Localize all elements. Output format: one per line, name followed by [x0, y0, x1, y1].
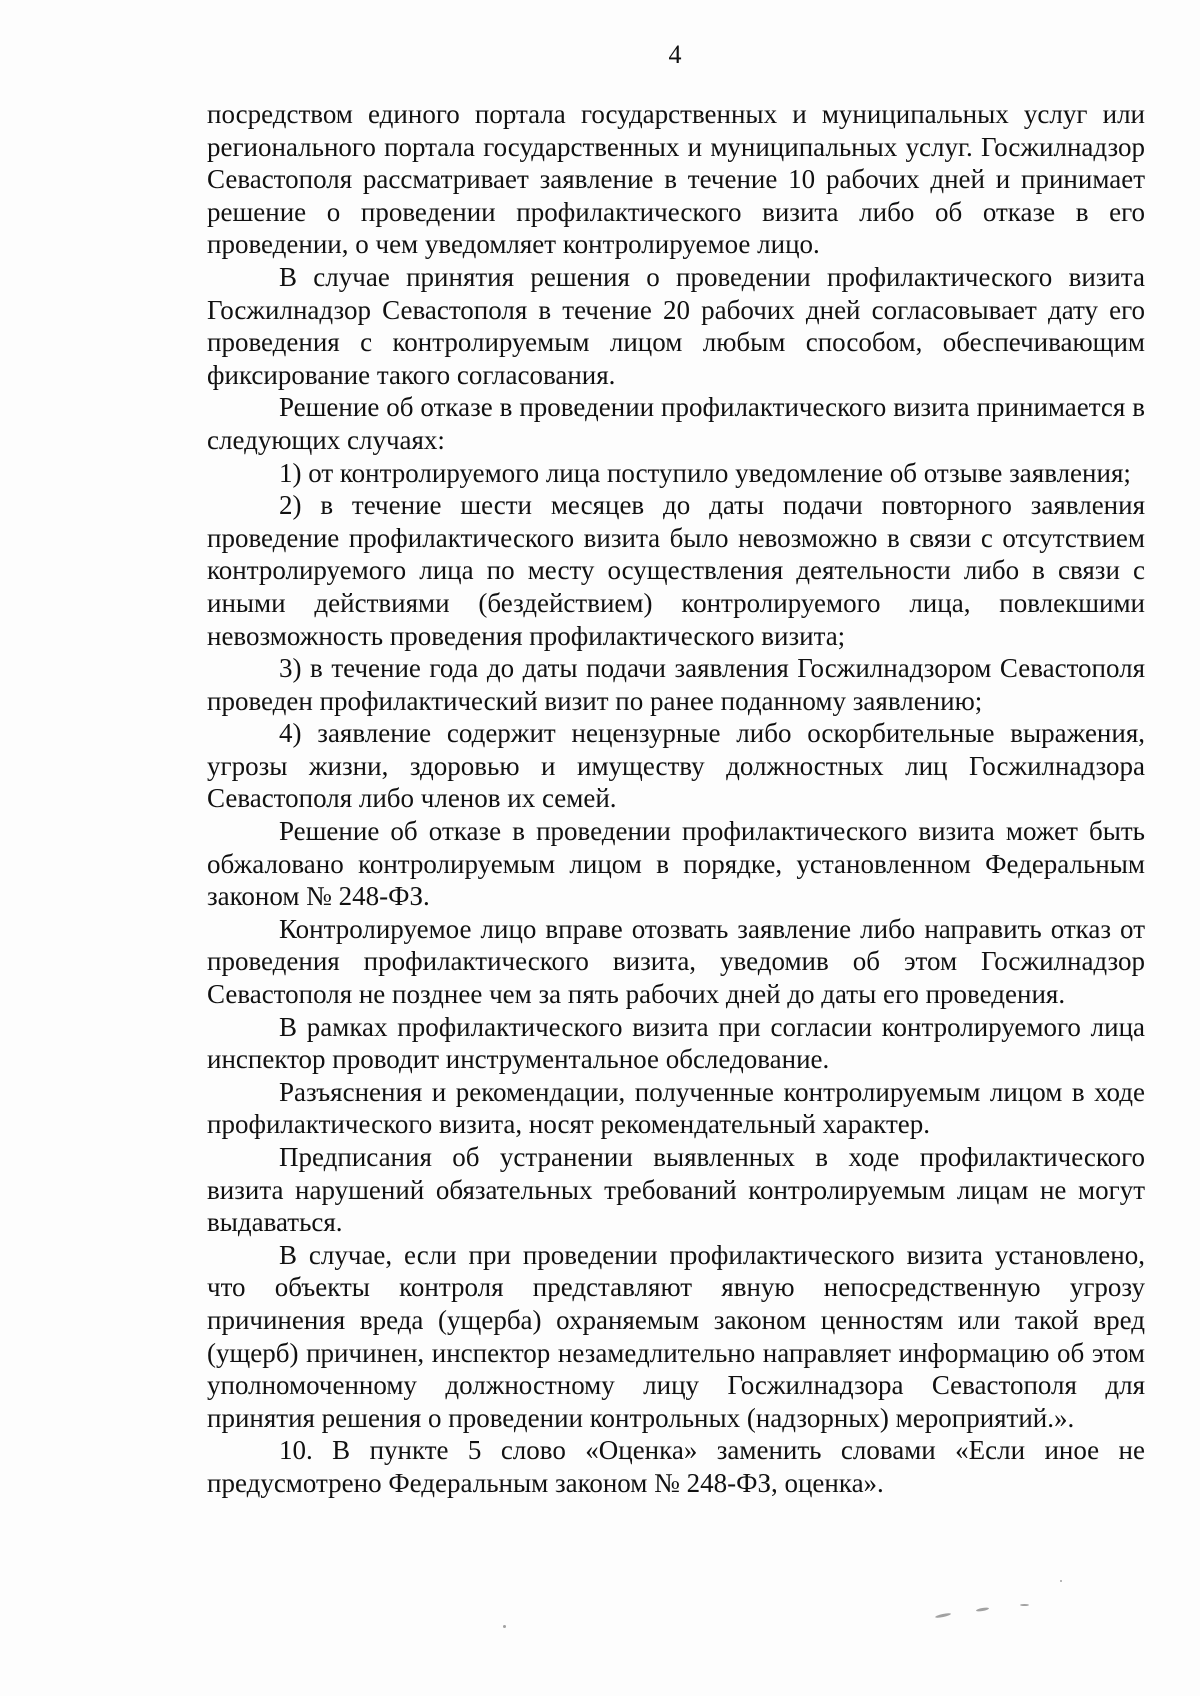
list-item-2: 2) в течение шести месяцев до даты подачи повторного заявления проведение профилактического визита было невозможно в связи с отсутствием контролируемого лица по месту осуществления деятельности либо в связи с иными действиями (бездействием) контролируемого лица, повлекшими невозможность проведения профилактического визита;	[207, 490, 1145, 651]
document-body	[207, 98, 1145, 1500]
list-item-3: 3) в течение года до даты подачи заявления Госжилнадзором Севастополя проведен профилактический визит по ранее поданному заявлению;	[207, 653, 1145, 716]
paragraph-appeal: Решение об отказе в проведении профилактического визита может быть обжаловано контролируемым лицом в порядке, установленном Федеральным законом № 248-ФЗ.	[207, 816, 1145, 912]
scan-speck	[976, 1607, 989, 1612]
scan-speck	[935, 1612, 951, 1618]
paragraph-agreement: В случае принятия решения о проведении профилактического визита Госжилнадзор Севастополя в течение 20 рабочих дней согласовывает дату его проведения с контролируемым лицом любым способом, обеспечивающим фиксирование такого согласования.	[207, 261, 1145, 390]
list-item-4: 4) заявление содержит нецензурные либо оскорбительные выражения, угрозы жизни, здоровью и имуществу должностных лиц Госжилнадзора Севастополя либо членов их семей.	[207, 718, 1145, 814]
paragraph-refusal-cases: Решение об отказе в проведении профилактического визита принимается в следующих случаях:	[207, 392, 1145, 455]
paragraph-recommendations: Разъяснения и рекомендации, полученные контролируемым лицом в ходе профилактического визита, носят рекомендательный характер.	[207, 1076, 1145, 1140]
list-item-1: 1) от контролируемого лица поступило уведомление об отзыве заявления;	[279, 457, 1131, 488]
paragraph-threat: В случае, если при проведении профилактического визита установлено, что объекты контроля представляют явную непосредственную угрозу причинения вреда (ущерба) охраняемым законом ценностям или такой вред (ущерб) причинен, инспектор незамедлительно направляет информацию об этом уполномоченному должностному лицу Госжилнадзора Севастополя для принятия решения о проведении контрольных (надзорных) мероприятий.».	[207, 1239, 1145, 1433]
paragraph-item-10: 10. В пункте 5 слово «Оценка» заменить словами «Если иное не предусмотрено Федеральным законом № 248-ФЗ, оценка».	[207, 1435, 1145, 1498]
paragraph-continuation: посредством единого портала государственных и муниципальных услуг или регионального портала государственных и муниципальных услуг. Госжилнадзор Севастополя рассматривает заявление в течение 10 рабочих дней и принимает решение о проведении профилактического визита либо об отказе в его проведении, о чем уведомляет контролируемое лицо.	[207, 99, 1145, 260]
paragraph-withdrawal: Контролируемое лицо вправе отозвать заявление либо направить отказ от проведения профилактического визита, уведомив об этом Госжилнадзор Севастополя не позднее чем за пять рабочих дней до даты его проведения.	[207, 913, 1145, 1010]
scan-speck	[503, 1625, 506, 1628]
paragraph-prescriptions: Предписания об устранении выявленных в ходе профилактического визита нарушений обязательных требований контролируемым лицам не могут выдаваться.	[207, 1142, 1145, 1238]
page-number: 4	[668, 40, 682, 69]
scan-speck	[1020, 1604, 1029, 1606]
paragraph-inspection: В рамках профилактического визита при согласии контролируемого лица инспектор проводит инструментальное обследование.	[207, 1011, 1145, 1075]
scan-speck	[1060, 1580, 1062, 1582]
